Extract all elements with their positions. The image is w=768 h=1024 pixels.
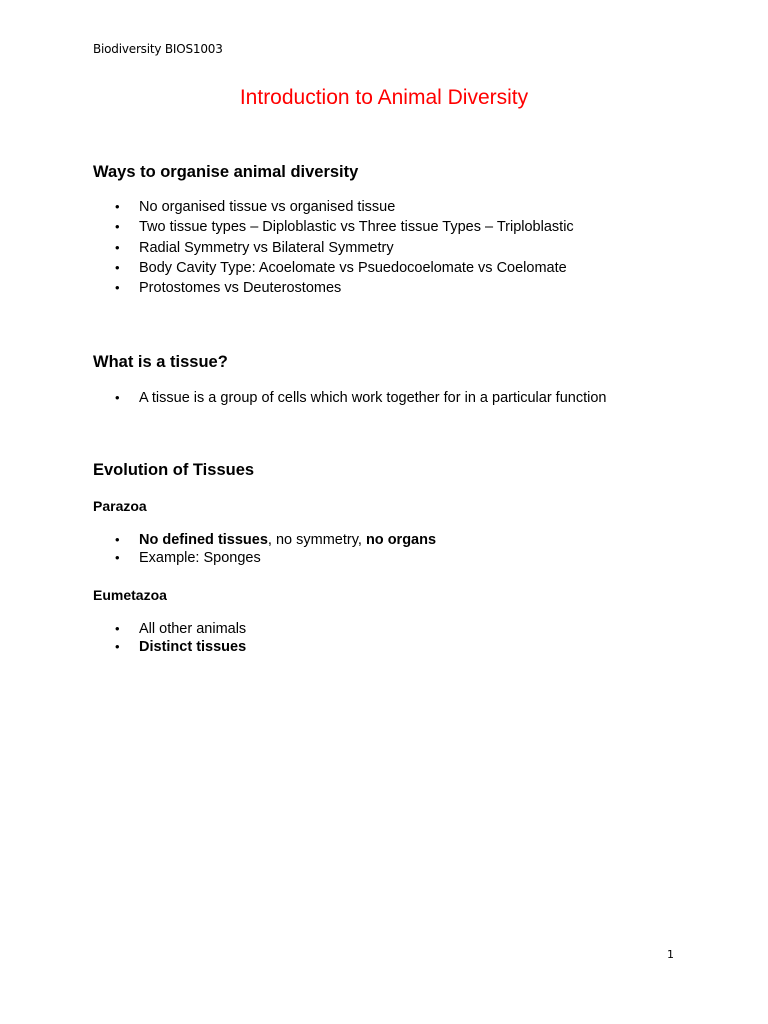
list-item: • Body Cavity Type: Acoelomate vs Psuedocoelomate vs Coelomate	[115, 259, 567, 276]
bullet-icon: •	[115, 532, 120, 547]
bullet-icon: •	[115, 239, 120, 255]
list-item: • No defined tissues, no symmetry, no organs	[115, 532, 437, 548]
list-item: • Radial Symmetry vs Bilateral Symmetry	[115, 239, 394, 256]
list-item: • Protostomes vs Deuterostomes	[115, 280, 342, 297]
bullet-icon: •	[115, 280, 120, 296]
bullet-icon: •	[115, 219, 120, 235]
section-heading-what-is-tissue: What is a tissue?	[93, 353, 228, 371]
list-item: • No organised tissue vs organised tissue	[115, 199, 396, 215]
list-item: • Two tissue types – Diploblastic vs Three tissue Types – Triploblastic	[115, 219, 574, 236]
document-title: Introduction to Animal Diversity	[239, 86, 529, 109]
parazoa-list	[93, 531, 436, 567]
bullet-icon: •	[115, 639, 120, 654]
subheading-eumetazoa: Eumetazoa	[93, 587, 167, 603]
section-heading-evolution-of-tissues: Evolution of Tissues	[93, 461, 255, 479]
tissue-definition-list	[93, 388, 606, 408]
bullet-icon: •	[115, 259, 120, 275]
organise-diversity-list	[93, 197, 574, 298]
bullet-icon: •	[115, 390, 120, 405]
bullet-icon: •	[115, 199, 120, 214]
list-item: • Example: Sponges	[115, 550, 261, 566]
page-number: 1	[667, 948, 674, 961]
bullet-icon: •	[115, 550, 120, 565]
running-header: Biodiversity BIOS1003	[93, 42, 223, 56]
list-item: • All other animals	[115, 621, 247, 637]
subheading-parazoa: Parazoa	[93, 498, 147, 514]
list-item: • A tissue is a group of cells which work together for in a particular function	[115, 390, 607, 406]
section-heading-ways-to-organise: Ways to organise animal diversity	[93, 163, 359, 181]
bullet-icon: •	[115, 621, 120, 636]
eumetazoa-list	[93, 620, 246, 656]
list-item: • Distinct tissues	[115, 639, 247, 655]
